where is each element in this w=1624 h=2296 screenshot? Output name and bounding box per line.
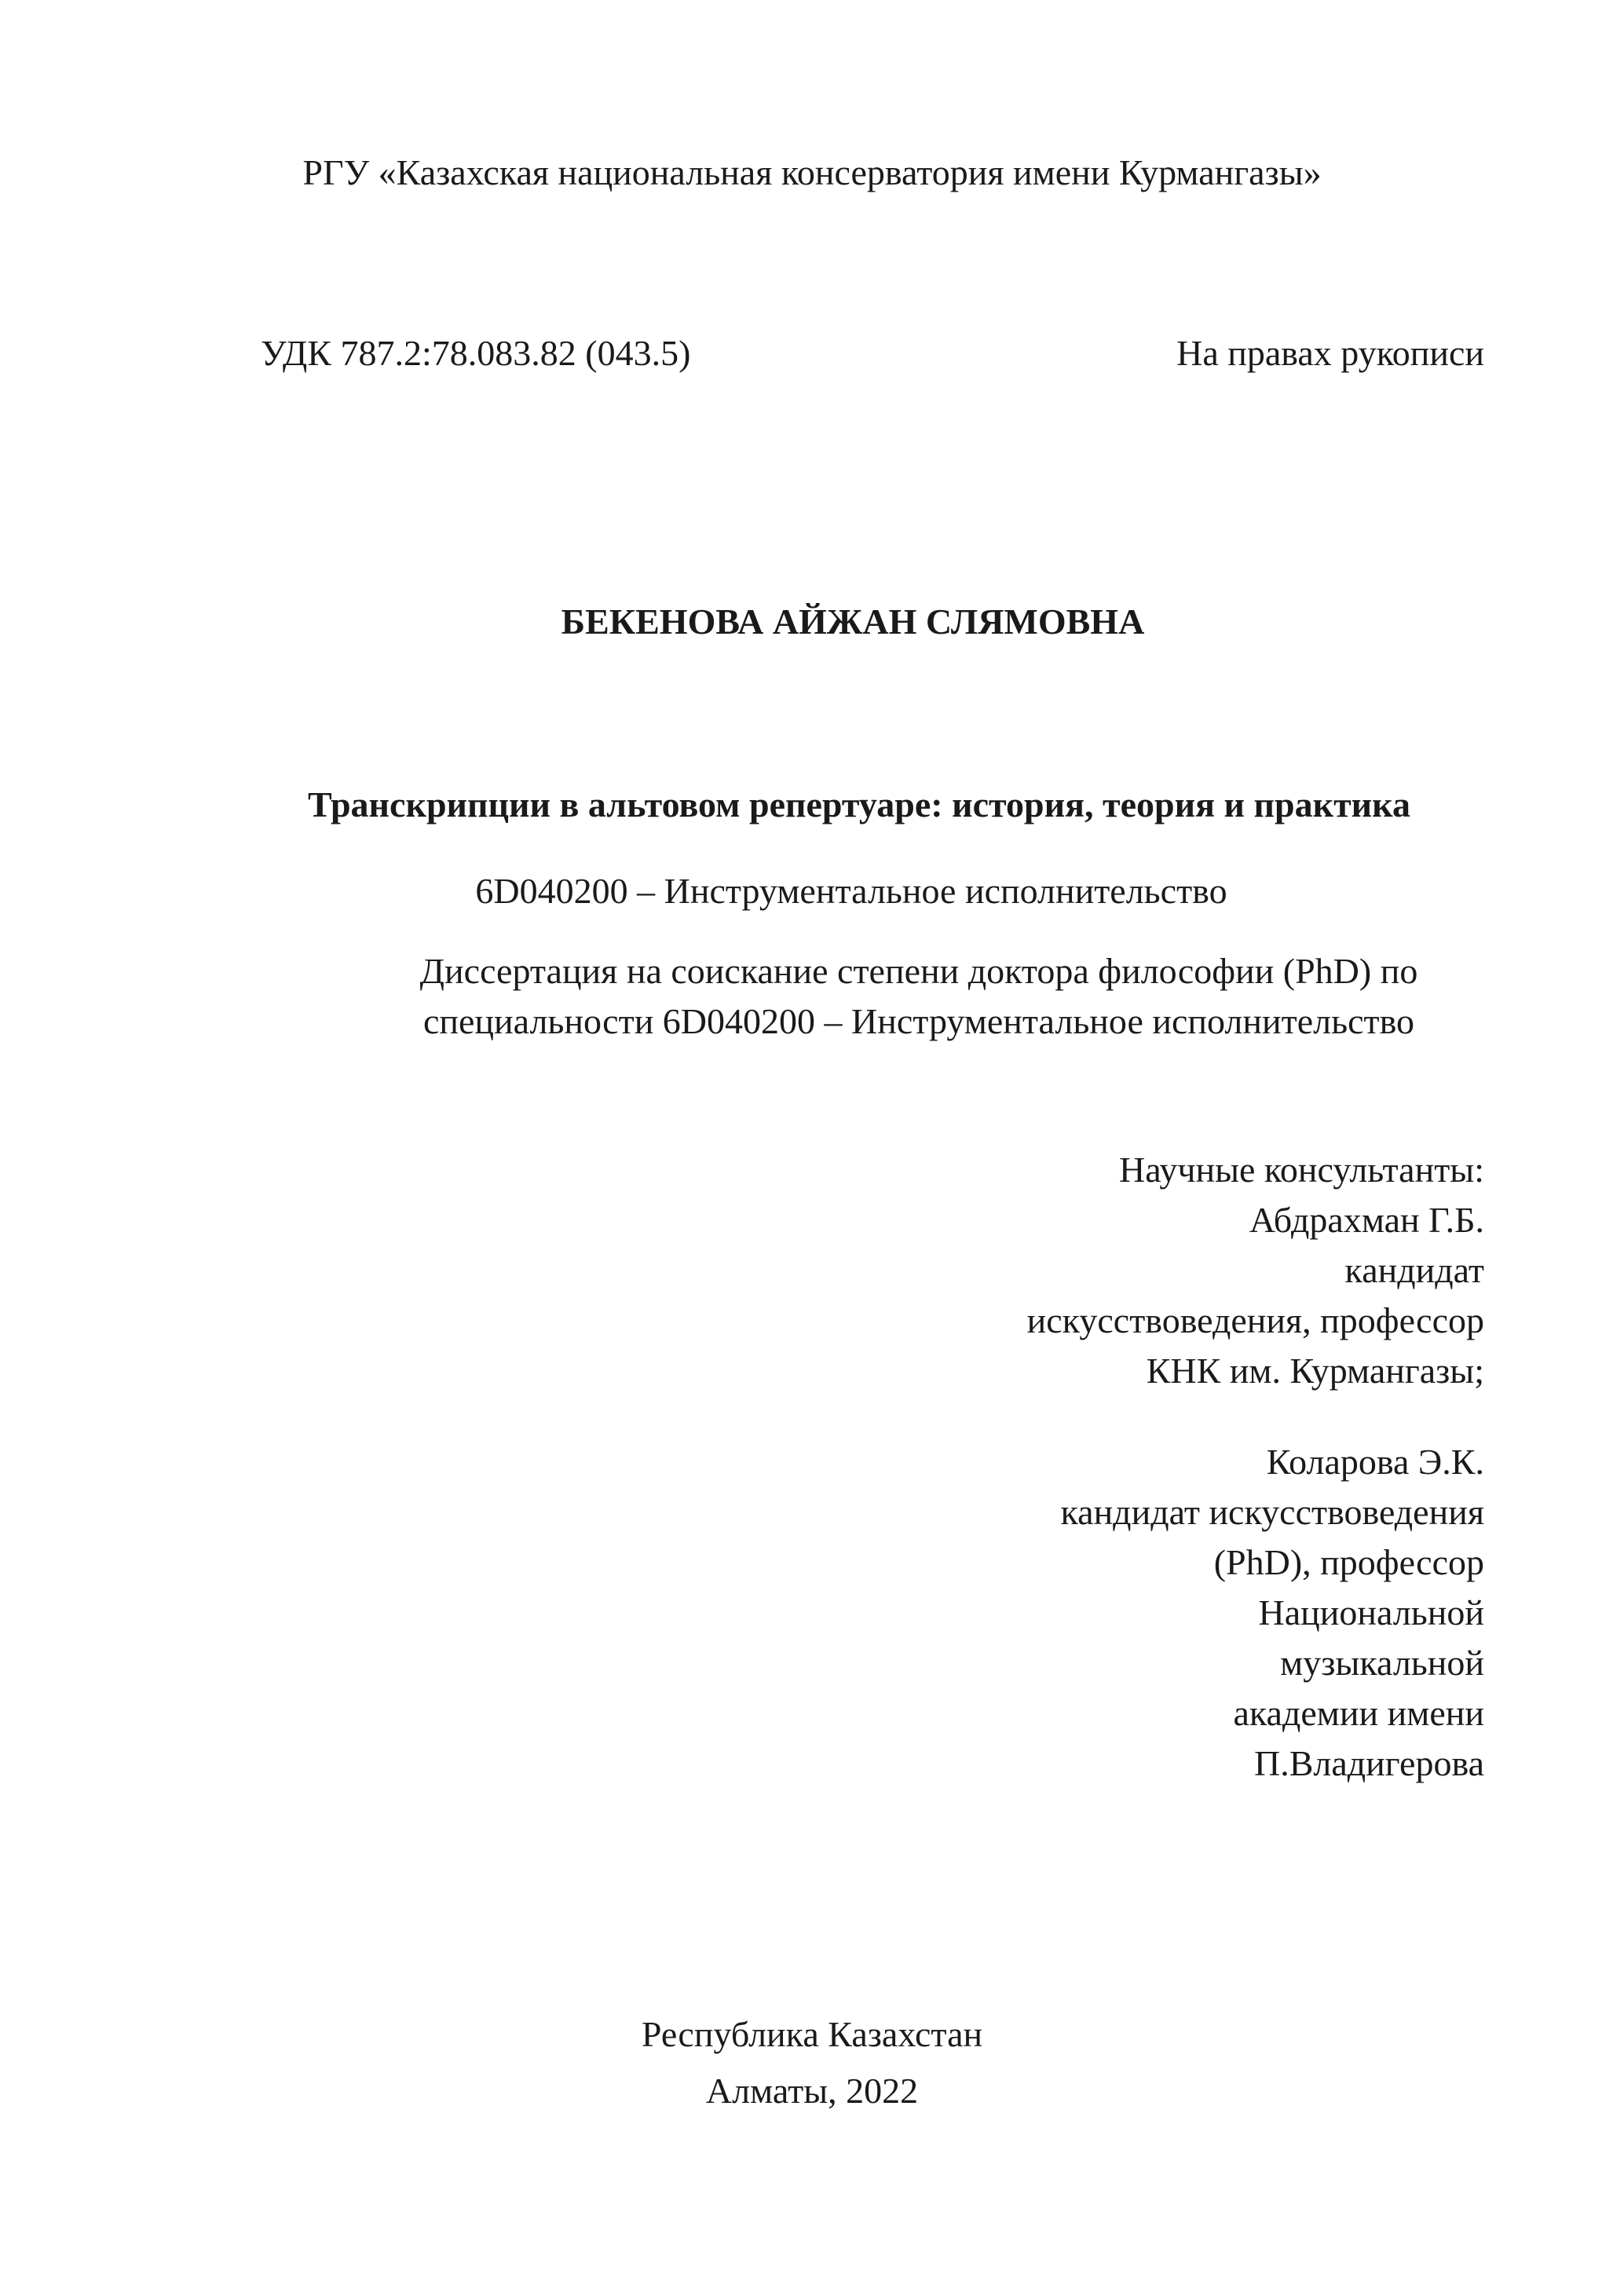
manuscript-note: На правах рукописи <box>1176 333 1484 373</box>
author-name: БЕКЕНОВА АЙЖАН СЛЯМОВНА <box>561 601 1145 642</box>
consultant-name: Коларова Э.К. <box>1266 1442 1484 1482</box>
consultant-detail: КНК им. Курмангазы; <box>1146 1351 1484 1391</box>
consultant-detail: (PhD), профессор <box>1213 1542 1484 1582</box>
consultant-detail: Национальной <box>1258 1592 1484 1632</box>
consultant-detail: искусствоведения, профессор <box>1026 1300 1484 1340</box>
consultants-first-block <box>1027 1145 1484 1396</box>
consultant-detail: кандидат искусствоведения <box>1060 1492 1484 1532</box>
consultant-detail: кандидат <box>1344 1250 1484 1290</box>
specialty-line: 6D040200 – Инструментальное исполнительство <box>475 871 1227 911</box>
consultant-detail: академии имени <box>1233 1693 1484 1733</box>
consultants-second-block <box>1061 1437 1485 1789</box>
place-and-year <box>0 2006 1624 2119</box>
city-year: Алматы, 2022 <box>705 2071 919 2111</box>
consultant-detail: музыкальной <box>1280 1643 1484 1683</box>
consultant-detail: П.Владигерова <box>1253 1743 1484 1783</box>
degree-line: специальности 6D040200 – Инструментальное исполнительство <box>422 1001 1415 1041</box>
institution-name: РГУ «Казахская национальная консерватория имени Курмангазы» <box>302 152 1322 192</box>
thesis-title: Транскрипции в альтовом репертуаре: история, теория и практика <box>308 784 1410 824</box>
degree-line: Диссертация на соискание степени доктора философии (PhD) по <box>419 951 1418 991</box>
degree-statement <box>377 946 1461 1047</box>
consultant-name: Абдрахман Г.Б. <box>1249 1200 1484 1240</box>
country: Республика Казахстан <box>641 2014 983 2054</box>
udc-code: УДК 787.2:78.083.82 (043.5) <box>261 333 691 373</box>
consultants-heading: Научные консультанты: <box>1119 1150 1484 1190</box>
